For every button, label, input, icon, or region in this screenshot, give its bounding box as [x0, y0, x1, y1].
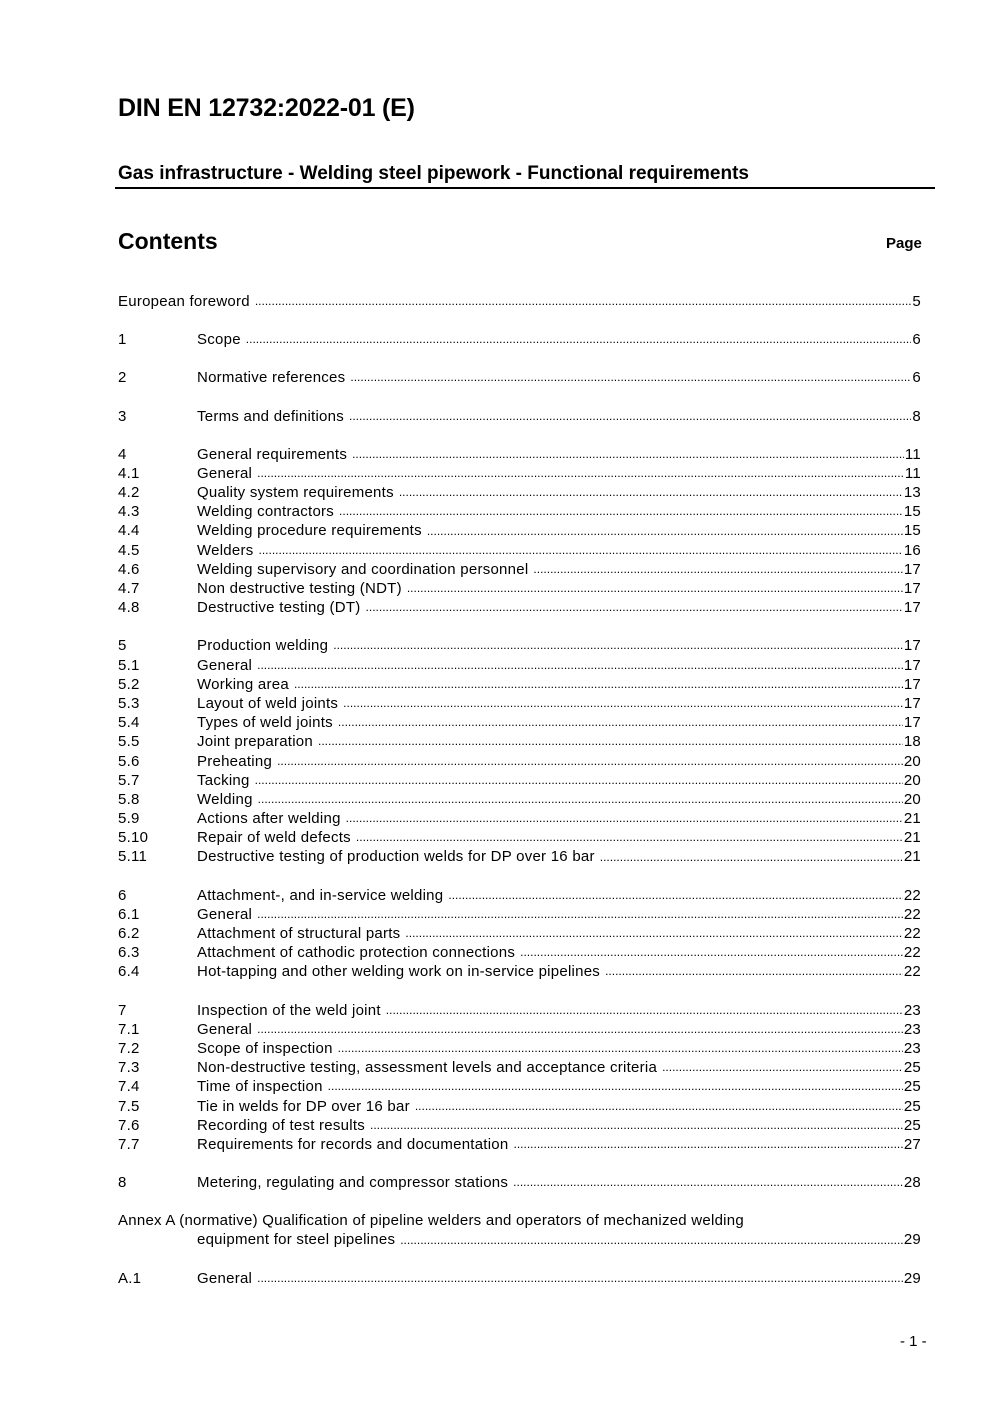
- table-of-contents: [118, 292, 921, 1288]
- toc-title: Welding supervisory and coordination personnel: [197, 560, 529, 578]
- leader-dots: [257, 1020, 903, 1039]
- toc-entry-4-3[interactable]: [118, 502, 921, 521]
- toc-number: 5.5: [118, 733, 140, 751]
- toc-page: 22: [903, 963, 921, 981]
- toc-page: 17: [903, 560, 921, 578]
- toc-page: 18: [903, 733, 921, 751]
- toc-number: 7.1: [118, 1020, 140, 1038]
- toc-page: 29: [903, 1269, 921, 1287]
- toc-number: 6.3: [118, 944, 140, 962]
- toc-entry-1[interactable]: [118, 330, 921, 349]
- leader-dots: [352, 445, 904, 464]
- toc-title: Tie in welds for DP over 16 bar: [197, 1097, 410, 1115]
- toc-number: 5.7: [118, 771, 140, 789]
- leader-dots: [448, 886, 902, 905]
- toc-number: 4.2: [118, 484, 140, 502]
- leader-dots: [399, 483, 903, 502]
- toc-title: Quality system requirements: [197, 484, 394, 502]
- toc-number: 7.5: [118, 1097, 140, 1115]
- toc-page: 25: [903, 1116, 921, 1134]
- toc-entry-7-4[interactable]: [118, 1077, 921, 1096]
- leader-dots: [415, 1097, 903, 1116]
- toc-page: 5: [912, 292, 921, 310]
- leader-dots: [246, 330, 912, 349]
- leader-dots: [533, 560, 902, 579]
- leader-dots: [338, 713, 903, 732]
- toc-title: Layout of weld joints: [197, 694, 339, 712]
- leader-dots: [259, 541, 903, 560]
- toc-page: 21: [903, 829, 921, 847]
- toc-entry-a-1[interactable]: [118, 1269, 921, 1288]
- toc-entry-7[interactable]: [118, 1001, 921, 1020]
- toc-entry-5-7[interactable]: [118, 771, 921, 790]
- toc-title: Time of inspection: [197, 1078, 323, 1096]
- toc-title: Attachment of structural parts: [197, 925, 401, 943]
- toc-number: 4.4: [118, 522, 140, 540]
- toc-entry-4-2[interactable]: [118, 483, 921, 502]
- toc-title: Welding procedure requirements: [197, 522, 422, 540]
- toc-title: Terms and definitions: [197, 407, 344, 425]
- leader-dots: [257, 656, 903, 675]
- toc-entry-5-4[interactable]: [118, 713, 921, 732]
- toc-entry-2[interactable]: [118, 368, 921, 387]
- toc-entry-6-4[interactable]: [118, 962, 921, 981]
- toc-entry-7-6[interactable]: [118, 1116, 921, 1135]
- toc-title: Working area: [197, 675, 289, 693]
- toc-number: 4.7: [118, 580, 140, 598]
- toc-page: 17: [903, 714, 921, 732]
- toc-page: 17: [903, 580, 921, 598]
- toc-number: 8: [118, 1174, 127, 1192]
- toc-number: 7.2: [118, 1039, 140, 1057]
- toc-entry-5-2[interactable]: [118, 675, 921, 694]
- toc-title: Tacking: [197, 771, 250, 789]
- toc-title: Recording of test results: [197, 1116, 365, 1134]
- toc-entry-6-3[interactable]: [118, 943, 921, 962]
- toc-number: 4.8: [118, 599, 140, 617]
- leader-dots: [366, 598, 903, 617]
- toc-page: 28: [903, 1174, 921, 1192]
- toc-entry-5-9[interactable]: [118, 809, 921, 828]
- leader-dots: [427, 522, 903, 541]
- leader-dots: [349, 407, 911, 426]
- title-rule: [115, 187, 935, 189]
- toc-page: 17: [903, 656, 921, 674]
- toc-number: 5.11: [118, 848, 148, 866]
- toc-title: General: [197, 905, 253, 923]
- leader-dots: [346, 809, 903, 828]
- toc-page: 17: [903, 637, 921, 655]
- toc-title: Hot-tapping and other welding work on in-service pipelines: [197, 963, 601, 981]
- leader-dots: [338, 1039, 903, 1058]
- toc-entry-4-8[interactable]: [118, 598, 921, 617]
- toc-page: 23: [903, 1039, 921, 1057]
- toc-entry-5-1[interactable]: [118, 656, 921, 675]
- leader-dots: [277, 752, 903, 771]
- leader-dots: [400, 1231, 903, 1250]
- page-column-heading: Page: [886, 235, 922, 252]
- toc-title: Requirements for records and documentation: [197, 1135, 509, 1153]
- leader-dots: [513, 1173, 903, 1192]
- toc-entry-5-10[interactable]: [118, 828, 921, 847]
- toc-page: 22: [903, 925, 921, 943]
- toc-title: Non-destructive testing, assessment levels and acceptance criteria: [197, 1059, 658, 1077]
- toc-number: 5: [118, 637, 127, 655]
- toc-page: 21: [903, 848, 921, 866]
- leader-dots: [662, 1058, 903, 1077]
- toc-title: Repair of weld defects: [197, 829, 351, 847]
- leader-dots: [605, 962, 903, 981]
- leader-dots: [333, 636, 903, 655]
- toc-title: Welders: [197, 541, 254, 559]
- toc-entry-foreword[interactable]: [118, 292, 921, 311]
- toc-entry-5-8[interactable]: [118, 790, 921, 809]
- toc-page: 8: [912, 407, 921, 425]
- leader-dots: [318, 732, 903, 751]
- toc-title: Metering, regulating and compressor stations: [197, 1174, 509, 1192]
- toc-page: 17: [903, 599, 921, 617]
- toc-entry-6-1[interactable]: [118, 905, 921, 924]
- toc-number: 7.3: [118, 1059, 140, 1077]
- leader-dots: [600, 848, 903, 867]
- toc-page: 25: [903, 1078, 921, 1096]
- leader-dots: [328, 1077, 903, 1096]
- toc-page: 20: [903, 752, 921, 770]
- toc-entry-4-5[interactable]: [118, 541, 921, 560]
- leader-dots: [343, 694, 903, 713]
- toc-title: Attachment of cathodic protection connections: [197, 944, 516, 962]
- toc-page: 20: [903, 790, 921, 808]
- toc-number: 4.3: [118, 503, 140, 521]
- toc-page: 29: [903, 1231, 921, 1249]
- toc-page: 23: [903, 1020, 921, 1038]
- toc-title: General: [197, 656, 253, 674]
- toc-entry-8[interactable]: [118, 1173, 921, 1192]
- toc-number: 4: [118, 445, 127, 463]
- toc-title: Production welding: [197, 637, 329, 655]
- toc-title: Attachment-, and in-service welding: [197, 886, 444, 904]
- toc-page: 15: [903, 522, 921, 540]
- toc-number: 7: [118, 1001, 127, 1019]
- toc-entry-7-7[interactable]: [118, 1135, 921, 1154]
- toc-number: 2: [118, 369, 127, 387]
- toc-entry-7-2[interactable]: [118, 1039, 921, 1058]
- toc-page: 6: [912, 369, 921, 387]
- toc-page: 13: [903, 484, 921, 502]
- toc-number: 4.5: [118, 541, 140, 559]
- toc-number: 6.4: [118, 963, 140, 981]
- toc-entry-3[interactable]: [118, 407, 921, 426]
- toc-entry-5[interactable]: [118, 636, 921, 655]
- toc-entry-5-5[interactable]: [118, 732, 921, 751]
- toc-title: Preheating: [197, 752, 273, 770]
- toc-title: Normative references: [197, 369, 346, 387]
- toc-number: 4.6: [118, 560, 140, 578]
- leader-dots: [255, 292, 912, 311]
- toc-page: 11: [904, 464, 921, 482]
- toc-title: Types of weld joints: [197, 714, 333, 732]
- toc-title: Welding contractors: [197, 503, 335, 521]
- toc-title: Annex A (normative) Qualification of pipeline welders and operators of mechanized welding: [118, 1212, 744, 1230]
- leader-dots: [294, 675, 903, 694]
- toc-page: 25: [903, 1059, 921, 1077]
- document-id: DIN EN 12732:2022-01 (E): [118, 94, 415, 122]
- leader-dots: [257, 905, 903, 924]
- toc-title: Destructive testing (DT): [197, 599, 361, 617]
- toc-number: 7.4: [118, 1078, 140, 1096]
- toc-page: 6: [912, 331, 921, 349]
- toc-entry-annex-a[interactable]: [118, 1211, 921, 1230]
- toc-entry-4-1[interactable]: [118, 464, 921, 483]
- toc-number: 6.1: [118, 905, 140, 923]
- toc-number: 6.2: [118, 925, 140, 943]
- toc-number: 1: [118, 331, 127, 349]
- toc-title: Scope: [197, 331, 241, 349]
- leader-dots: [405, 924, 902, 943]
- toc-entry-4-6[interactable]: [118, 560, 921, 579]
- toc-number: 6: [118, 886, 127, 904]
- toc-number: 3: [118, 407, 127, 425]
- leader-dots: [514, 1135, 903, 1154]
- toc-number: 4.1: [118, 464, 140, 482]
- toc-page: 27: [903, 1135, 921, 1153]
- toc-number: 5.9: [118, 810, 140, 828]
- toc-entry-4-4[interactable]: [118, 522, 921, 541]
- toc-page: 11: [904, 445, 921, 463]
- toc-entry-4-7[interactable]: [118, 579, 921, 598]
- toc-number: 5.2: [118, 675, 140, 693]
- leader-dots: [386, 1001, 903, 1020]
- leader-dots: [257, 1269, 903, 1288]
- toc-entry-4[interactable]: [118, 445, 921, 464]
- leader-dots: [339, 502, 903, 521]
- toc-title: General requirements: [197, 445, 348, 463]
- toc-page: 22: [903, 944, 921, 962]
- toc-title: Non destructive testing (NDT): [197, 580, 402, 598]
- toc-page: 16: [903, 541, 921, 559]
- toc-title: Actions after welding: [197, 810, 341, 828]
- toc-number: 5.4: [118, 714, 140, 732]
- leader-dots: [520, 943, 903, 962]
- toc-title: European foreword: [118, 292, 250, 310]
- toc-title: General: [197, 1020, 253, 1038]
- toc-title: Inspection of the weld joint: [197, 1001, 381, 1019]
- toc-title: General: [197, 1269, 253, 1287]
- leader-dots: [258, 790, 903, 809]
- toc-page: 15: [903, 503, 921, 521]
- toc-page: 17: [903, 675, 921, 693]
- contents-heading: Contents: [118, 228, 218, 254]
- toc-page: 22: [903, 905, 921, 923]
- toc-number: 5.3: [118, 694, 140, 712]
- toc-number: 7.7: [118, 1135, 140, 1153]
- leader-dots: [370, 1116, 903, 1135]
- toc-title: Welding: [197, 790, 253, 808]
- leader-dots: [255, 771, 903, 790]
- toc-page: 17: [903, 694, 921, 712]
- toc-number: A.1: [118, 1269, 142, 1287]
- toc-number: 5.6: [118, 752, 140, 770]
- toc-number: 5.1: [118, 656, 140, 674]
- toc-entry-6[interactable]: [118, 886, 921, 905]
- toc-number: 7.6: [118, 1116, 140, 1134]
- toc-number: 5.8: [118, 790, 140, 808]
- leader-dots: [350, 368, 911, 387]
- toc-entry-7-3[interactable]: [118, 1058, 921, 1077]
- toc-entry-7-1[interactable]: [118, 1020, 921, 1039]
- toc-title: Destructive testing of production welds for DP over 16 bar: [197, 848, 595, 866]
- toc-entry-annex-a-continued[interactable]: [118, 1231, 921, 1250]
- toc-page: 20: [903, 771, 921, 789]
- toc-page: 23: [903, 1001, 921, 1019]
- toc-title: Scope of inspection: [197, 1039, 333, 1057]
- leader-dots: [356, 828, 903, 847]
- toc-entry-5-11[interactable]: [118, 848, 921, 867]
- page-number: - 1 -: [900, 1333, 927, 1350]
- toc-page: 21: [903, 810, 921, 828]
- toc-entry-7-5[interactable]: [118, 1097, 921, 1116]
- leader-dots: [407, 579, 903, 598]
- toc-number: 5.10: [118, 829, 149, 847]
- toc-page: 22: [903, 886, 921, 904]
- toc-title: equipment for steel pipelines: [197, 1231, 396, 1249]
- document-subtitle: Gas infrastructure - Welding steel pipework - Functional requirements: [118, 163, 749, 184]
- leader-dots: [257, 464, 904, 483]
- toc-entry-5-3[interactable]: [118, 694, 921, 713]
- toc-title: Joint preparation: [197, 733, 313, 751]
- toc-page: 25: [903, 1097, 921, 1115]
- toc-title: General: [197, 464, 253, 482]
- toc-entry-6-2[interactable]: [118, 924, 921, 943]
- toc-entry-5-6[interactable]: [118, 752, 921, 771]
